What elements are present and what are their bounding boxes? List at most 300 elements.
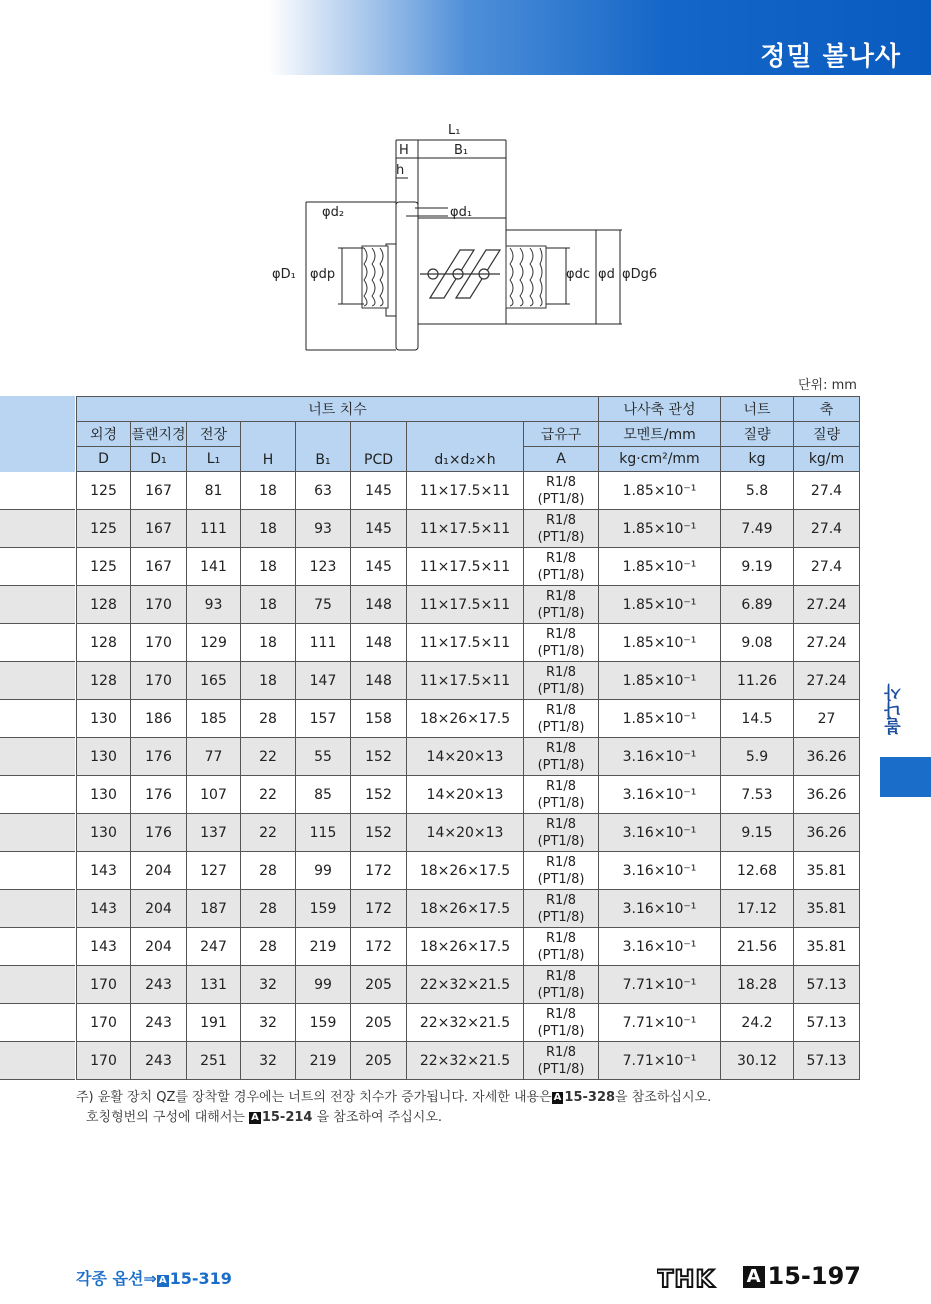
cell-d1: 176	[131, 814, 187, 852]
note-line-1	[76, 1088, 711, 1108]
cell-d1: 204	[131, 890, 187, 928]
model-cell	[0, 662, 75, 700]
cell-shaft: 27.24	[794, 624, 860, 662]
label-d2: φd₂	[322, 205, 345, 220]
header-h: H	[241, 422, 296, 472]
cell-shaft: 35.81	[794, 852, 860, 890]
header-nut-mass-unit: kg	[721, 447, 794, 472]
cell-shaft: 27.24	[794, 586, 860, 624]
section-a-icon: A	[251, 1112, 259, 1123]
cell-shaft: 36.26	[794, 776, 860, 814]
cell-b1: 157	[296, 700, 351, 738]
cell-lube-pt: (PT1/8)	[537, 909, 585, 925]
cell-nut: 7.53	[721, 776, 794, 814]
cell-lube-pt: (PT1/8)	[537, 681, 585, 697]
cell-inertia: 1.85×10⁻¹	[599, 700, 721, 738]
cell-inertia: 1.85×10⁻¹	[599, 548, 721, 586]
header-inertia-unit: kg·cm²/mm	[599, 447, 721, 472]
cell-b1: 93	[296, 510, 351, 548]
cell-h: 18	[241, 472, 296, 510]
header-nut-dimensions: 너트 치수	[77, 397, 599, 422]
model-column-header	[0, 396, 75, 472]
spec-table	[76, 396, 860, 1080]
cell-shaft: 57.13	[794, 1042, 860, 1080]
cell-pcd: 145	[351, 510, 407, 548]
cell-lube-pt: (PT1/8)	[537, 1023, 585, 1039]
cell-inertia: 3.16×10⁻¹	[599, 738, 721, 776]
cell-inertia: 7.71×10⁻¹	[599, 1004, 721, 1042]
cell-d1d2h: 14×20×13	[407, 738, 524, 776]
model-cell	[0, 472, 75, 510]
cell-lube-r: R1/8	[546, 1006, 576, 1022]
cell-shaft: 27	[794, 700, 860, 738]
cell-pcd: 158	[351, 700, 407, 738]
side-tab-label: 볼나사	[885, 684, 905, 736]
cell-pcd: 205	[351, 966, 407, 1004]
cell-b1: 123	[296, 548, 351, 586]
cell-shaft: 27.4	[794, 510, 860, 548]
cell-d1: 167	[131, 472, 187, 510]
thk-logo-text: THK	[657, 1266, 716, 1290]
label-D1: φD₁	[272, 267, 296, 282]
table-row	[77, 738, 860, 776]
cell-nut: 5.9	[721, 738, 794, 776]
cell-b1: 63	[296, 472, 351, 510]
cell-d1: 243	[131, 966, 187, 1004]
cell-pcd: 172	[351, 890, 407, 928]
cell-lube-r: R1/8	[546, 778, 576, 794]
cell-b1: 147	[296, 662, 351, 700]
cell-b1: 159	[296, 890, 351, 928]
cell-lube-r: R1/8	[546, 588, 576, 604]
cell-lube	[524, 776, 599, 814]
cell-d: 128	[77, 586, 131, 624]
section-a-icon: A	[158, 1275, 167, 1286]
cell-d1: 167	[131, 510, 187, 548]
cell-h: 28	[241, 700, 296, 738]
cell-inertia: 1.85×10⁻¹	[599, 624, 721, 662]
cell-lube-pt: (PT1/8)	[537, 985, 585, 1001]
cell-nut: 7.49	[721, 510, 794, 548]
cell-d: 170	[77, 966, 131, 1004]
notes	[76, 1088, 711, 1128]
table-row	[77, 966, 860, 1004]
header-b1: B₁	[296, 422, 351, 472]
model-cell	[0, 700, 75, 738]
cell-inertia: 1.85×10⁻¹	[599, 586, 721, 624]
cell-h: 32	[241, 1042, 296, 1080]
cell-d1: 204	[131, 852, 187, 890]
cell-lube-pt: (PT1/8)	[537, 795, 585, 811]
note-2-ref: 15-214	[261, 1110, 313, 1125]
label-B1: B₁	[454, 143, 469, 158]
cell-lube-r: R1/8	[546, 474, 576, 490]
table-row	[77, 852, 860, 890]
cell-d: 170	[77, 1004, 131, 1042]
cell-nut: 14.5	[721, 700, 794, 738]
cell-d1d2h: 14×20×13	[407, 776, 524, 814]
cell-l1: 107	[187, 776, 241, 814]
section-a-icon: A	[743, 1266, 765, 1288]
cell-shaft: 57.13	[794, 966, 860, 1004]
cell-inertia: 7.71×10⁻¹	[599, 966, 721, 1004]
cell-pcd: 205	[351, 1004, 407, 1042]
cell-pcd: 152	[351, 738, 407, 776]
cell-l1: 191	[187, 1004, 241, 1042]
cell-lube-r: R1/8	[546, 1044, 576, 1060]
cell-pcd: 172	[351, 852, 407, 890]
ball-screw-nut-diagram	[270, 118, 670, 358]
cell-d1d2h: 11×17.5×11	[407, 548, 524, 586]
cell-d1: 167	[131, 548, 187, 586]
cell-l1: 77	[187, 738, 241, 776]
cell-nut: 6.89	[721, 586, 794, 624]
thk-logo	[657, 1266, 739, 1290]
note-2-text: 호칭형번의 구성에 대해서는	[86, 1110, 250, 1125]
cell-lube	[524, 1042, 599, 1080]
cell-pcd: 148	[351, 586, 407, 624]
header-inertia-2: 모멘트/mm	[599, 422, 721, 447]
cell-h: 32	[241, 1004, 296, 1042]
cell-pcd: 205	[351, 1042, 407, 1080]
cell-shaft: 57.13	[794, 1004, 860, 1042]
table-row	[77, 700, 860, 738]
cell-l1: 165	[187, 662, 241, 700]
cell-shaft: 27.24	[794, 662, 860, 700]
cell-nut: 12.68	[721, 852, 794, 890]
header-length: 전장	[187, 422, 241, 447]
cell-h: 28	[241, 928, 296, 966]
cell-h: 32	[241, 966, 296, 1004]
cell-lube-r: R1/8	[546, 892, 576, 908]
cell-b1: 99	[296, 852, 351, 890]
cell-h: 18	[241, 510, 296, 548]
cell-d1d2h: 11×17.5×11	[407, 586, 524, 624]
cell-lube-pt: (PT1/8)	[537, 833, 585, 849]
table-row	[77, 1042, 860, 1080]
cell-h: 18	[241, 548, 296, 586]
model-cell	[0, 510, 75, 548]
cell-d: 130	[77, 738, 131, 776]
cell-b1: 159	[296, 1004, 351, 1042]
label-dc: φdc	[566, 267, 590, 282]
cell-lube-pt: (PT1/8)	[537, 605, 585, 621]
model-cell	[0, 1042, 75, 1080]
cell-nut: 17.12	[721, 890, 794, 928]
cell-d1: 176	[131, 776, 187, 814]
cell-h: 18	[241, 624, 296, 662]
label-L1: L₁	[448, 123, 461, 138]
cell-shaft: 27.4	[794, 472, 860, 510]
cell-h: 22	[241, 814, 296, 852]
cell-d1d2h: 18×26×17.5	[407, 928, 524, 966]
cell-d1d2h: 18×26×17.5	[407, 700, 524, 738]
cell-nut: 21.56	[721, 928, 794, 966]
header-d1d2h: d₁×d₂×h	[407, 422, 524, 472]
cell-lube-r: R1/8	[546, 930, 576, 946]
cell-lube	[524, 510, 599, 548]
label-dp: φdp	[310, 267, 336, 282]
unit-label: 단위: mm	[798, 378, 857, 393]
cell-inertia: 3.16×10⁻¹	[599, 776, 721, 814]
model-cell	[0, 890, 75, 928]
header-outer-sym: D	[77, 447, 131, 472]
cell-l1: 187	[187, 890, 241, 928]
cell-d1d2h: 18×26×17.5	[407, 890, 524, 928]
cell-d1: 176	[131, 738, 187, 776]
cell-b1: 55	[296, 738, 351, 776]
cell-b1: 219	[296, 1042, 351, 1080]
cell-lube-r: R1/8	[546, 854, 576, 870]
cell-lube-pt: (PT1/8)	[537, 529, 585, 545]
header-inertia-1: 나사축 관성	[599, 397, 721, 422]
cell-lube-r: R1/8	[546, 664, 576, 680]
cell-d1d2h: 22×32×21.5	[407, 966, 524, 1004]
cell-d: 125	[77, 472, 131, 510]
cell-b1: 85	[296, 776, 351, 814]
cell-pcd: 152	[351, 814, 407, 852]
header-lube-sym: A	[524, 447, 599, 472]
table-row	[77, 586, 860, 624]
cell-shaft: 36.26	[794, 738, 860, 776]
label-d: φd	[598, 267, 615, 282]
cell-lube	[524, 928, 599, 966]
cell-inertia: 1.85×10⁻¹	[599, 472, 721, 510]
cell-d1d2h: 11×17.5×11	[407, 510, 524, 548]
cell-d: 125	[77, 548, 131, 586]
header-length-sym: L₁	[187, 447, 241, 472]
table-row	[77, 1004, 860, 1042]
cell-lube	[524, 700, 599, 738]
cell-pcd: 145	[351, 472, 407, 510]
cell-d1: 243	[131, 1042, 187, 1080]
model-cell	[0, 966, 75, 1004]
header-pcd: PCD	[351, 422, 407, 472]
cell-d: 143	[77, 852, 131, 890]
cell-shaft: 27.4	[794, 548, 860, 586]
cell-lube	[524, 662, 599, 700]
cell-d1: 170	[131, 586, 187, 624]
header-shaft-mass-2: 질량	[794, 422, 860, 447]
table-row	[77, 776, 860, 814]
cell-b1: 111	[296, 624, 351, 662]
model-cell	[0, 548, 75, 586]
note-line-2	[76, 1108, 711, 1128]
cell-shaft: 35.81	[794, 928, 860, 966]
cell-pcd: 152	[351, 776, 407, 814]
cell-lube-pt: (PT1/8)	[537, 491, 585, 507]
cell-l1: 129	[187, 624, 241, 662]
page-title: 정밀 볼나사	[760, 42, 901, 72]
header-lube: 급유구	[524, 422, 599, 447]
header-flange-sym: D₁	[131, 447, 187, 472]
cell-d: 130	[77, 814, 131, 852]
cell-l1: 141	[187, 548, 241, 586]
cell-inertia: 7.71×10⁻¹	[599, 1042, 721, 1080]
footer-options-text: 각종 옵션⇒	[76, 1269, 157, 1288]
cell-l1: 127	[187, 852, 241, 890]
cell-nut: 24.2	[721, 1004, 794, 1042]
cell-d1d2h: 11×17.5×11	[407, 662, 524, 700]
cell-l1: 185	[187, 700, 241, 738]
note-1-ref: 15-328	[564, 1090, 616, 1105]
cell-nut: 18.28	[721, 966, 794, 1004]
label-h: h	[396, 163, 405, 178]
cell-nut: 9.19	[721, 548, 794, 586]
cell-lube	[524, 624, 599, 662]
page-number	[743, 1262, 861, 1290]
cell-inertia: 3.16×10⁻¹	[599, 890, 721, 928]
header-shaft-mass-1: 축	[794, 397, 860, 422]
cell-l1: 93	[187, 586, 241, 624]
cell-l1: 251	[187, 1042, 241, 1080]
cell-inertia: 1.85×10⁻¹	[599, 662, 721, 700]
cell-d1d2h: 22×32×21.5	[407, 1004, 524, 1042]
cell-h: 18	[241, 586, 296, 624]
cell-lube	[524, 852, 599, 890]
cell-lube-r: R1/8	[546, 740, 576, 756]
cell-lube	[524, 814, 599, 852]
cell-lube	[524, 548, 599, 586]
cell-d1: 170	[131, 662, 187, 700]
cell-lube-r: R1/8	[546, 512, 576, 528]
section-a-icon: A	[553, 1092, 562, 1103]
header-flange: 플랜지경	[131, 422, 187, 447]
header-outer: 외경	[77, 422, 131, 447]
cell-lube-pt: (PT1/8)	[537, 567, 585, 583]
header-nut-mass-1: 너트	[721, 397, 794, 422]
cell-lube	[524, 966, 599, 1004]
cell-lube-pt: (PT1/8)	[537, 871, 585, 887]
table-row	[77, 662, 860, 700]
cell-d1d2h: 11×17.5×11	[407, 472, 524, 510]
cell-l1: 247	[187, 928, 241, 966]
cell-lube-pt: (PT1/8)	[537, 643, 585, 659]
cell-d1: 243	[131, 1004, 187, 1042]
header-shaft-mass-unit: kg/m	[794, 447, 860, 472]
label-d1: φd₁	[450, 205, 473, 220]
model-cell	[0, 852, 75, 890]
cell-h: 22	[241, 776, 296, 814]
cell-b1: 115	[296, 814, 351, 852]
cell-lube	[524, 1004, 599, 1042]
footer-options-ref: 15-319	[169, 1269, 232, 1288]
cell-shaft: 35.81	[794, 890, 860, 928]
cell-d: 128	[77, 624, 131, 662]
label-Dg6: φDg6	[622, 267, 658, 282]
cell-d1: 204	[131, 928, 187, 966]
cell-d1d2h: 11×17.5×11	[407, 624, 524, 662]
cell-d: 125	[77, 510, 131, 548]
cell-lube-r: R1/8	[546, 550, 576, 566]
cell-pcd: 145	[351, 548, 407, 586]
cell-inertia: 1.85×10⁻¹	[599, 510, 721, 548]
cell-l1: 81	[187, 472, 241, 510]
cell-b1: 75	[296, 586, 351, 624]
cell-nut: 5.8	[721, 472, 794, 510]
cell-d1d2h: 14×20×13	[407, 814, 524, 852]
note-1-text: 주) 윤활 장치 QZ를 장착할 경우에는 너트의 전장 치수가 증가됩니다. 자세한 내용은	[76, 1090, 552, 1105]
cell-d: 130	[77, 700, 131, 738]
model-cell	[0, 738, 75, 776]
model-cell	[0, 624, 75, 662]
model-cell	[0, 586, 75, 624]
cell-l1: 131	[187, 966, 241, 1004]
cell-lube-pt: (PT1/8)	[537, 757, 585, 773]
cell-lube-r: R1/8	[546, 816, 576, 832]
cell-d1: 170	[131, 624, 187, 662]
cell-d1d2h: 22×32×21.5	[407, 1042, 524, 1080]
cell-nut: 30.12	[721, 1042, 794, 1080]
cell-lube	[524, 472, 599, 510]
model-cell	[0, 928, 75, 966]
cell-h: 18	[241, 662, 296, 700]
cell-inertia: 3.16×10⁻¹	[599, 928, 721, 966]
cell-lube	[524, 738, 599, 776]
table-row	[77, 548, 860, 586]
cell-l1: 111	[187, 510, 241, 548]
cell-b1: 99	[296, 966, 351, 1004]
note-1-tail: 을 참조하십시오.	[615, 1090, 712, 1105]
cell-lube	[524, 586, 599, 624]
cell-h: 28	[241, 852, 296, 890]
cell-inertia: 3.16×10⁻¹	[599, 852, 721, 890]
table-row	[77, 814, 860, 852]
cell-d: 143	[77, 890, 131, 928]
cell-lube-r: R1/8	[546, 626, 576, 642]
side-tab-marker	[880, 757, 931, 797]
cell-lube-r: R1/8	[546, 968, 576, 984]
cell-h: 22	[241, 738, 296, 776]
cell-pcd: 172	[351, 928, 407, 966]
page-number-text: 15-197	[767, 1262, 861, 1290]
cell-b1: 219	[296, 928, 351, 966]
cell-l1: 137	[187, 814, 241, 852]
model-cell	[0, 1004, 75, 1042]
cell-lube-pt: (PT1/8)	[537, 947, 585, 963]
cell-d: 130	[77, 776, 131, 814]
cell-lube-r: R1/8	[546, 702, 576, 718]
cell-inertia: 3.16×10⁻¹	[599, 814, 721, 852]
cell-lube	[524, 890, 599, 928]
table-row	[77, 510, 860, 548]
table-row	[77, 890, 860, 928]
cell-lube-pt: (PT1/8)	[537, 1061, 585, 1077]
cell-d: 128	[77, 662, 131, 700]
cell-nut: 9.08	[721, 624, 794, 662]
cell-pcd: 148	[351, 624, 407, 662]
cell-h: 28	[241, 890, 296, 928]
cell-lube-pt: (PT1/8)	[537, 719, 585, 735]
footer-options-link[interactable]	[76, 1266, 232, 1289]
label-H: H	[399, 143, 409, 158]
table-row	[77, 928, 860, 966]
cell-d: 170	[77, 1042, 131, 1080]
cell-nut: 11.26	[721, 662, 794, 700]
cell-shaft: 36.26	[794, 814, 860, 852]
model-cell	[0, 776, 75, 814]
table-row	[77, 624, 860, 662]
model-cell	[0, 814, 75, 852]
cell-d: 143	[77, 928, 131, 966]
table-row	[77, 472, 860, 510]
cell-d1d2h: 18×26×17.5	[407, 852, 524, 890]
note-2-tail: 을 참조하여 주십시오.	[312, 1110, 443, 1125]
cell-nut: 9.15	[721, 814, 794, 852]
header-nut-mass-2: 질량	[721, 422, 794, 447]
cell-d1: 186	[131, 700, 187, 738]
cell-pcd: 148	[351, 662, 407, 700]
